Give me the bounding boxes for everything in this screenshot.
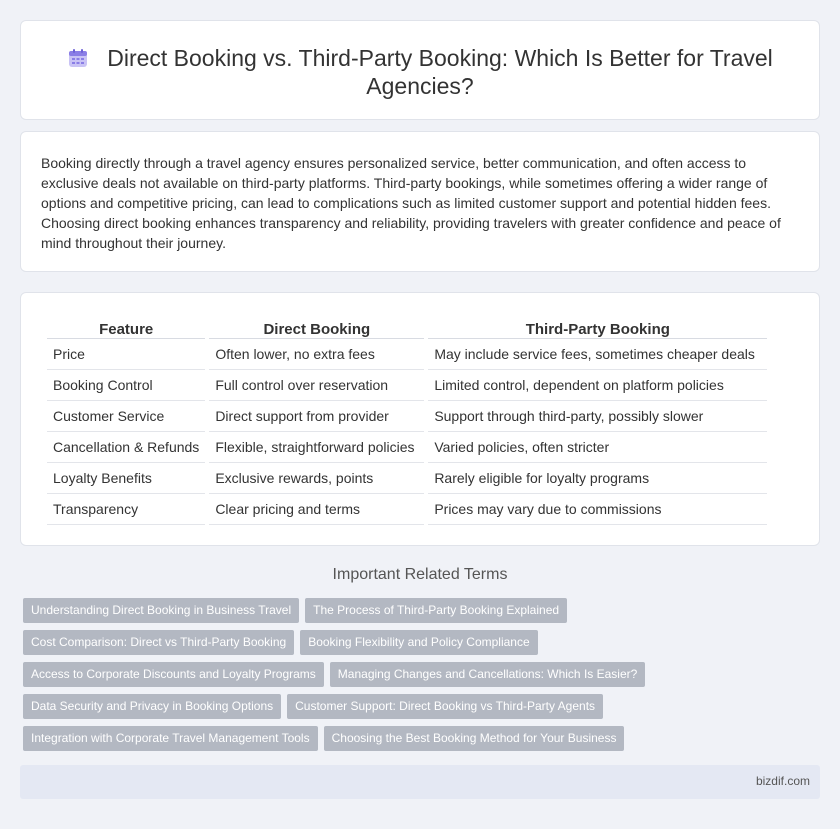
related-term-tag[interactable]: Data Security and Privacy in Booking Options <box>23 694 281 719</box>
table-row <box>47 339 767 370</box>
table-row <box>47 463 767 494</box>
related-term-tag[interactable]: Cost Comparison: Direct vs Third-Party Booking <box>23 630 294 655</box>
table-cell: May include service fees, sometimes cheaper deals <box>428 339 767 370</box>
header-feature: Feature <box>47 315 205 339</box>
table-cell: Full control over reservation <box>209 370 424 401</box>
table-cell: Flexible, straightforward policies <box>209 432 424 463</box>
summary-card <box>20 131 820 272</box>
title-card <box>20 20 820 120</box>
related-term-tag[interactable]: Understanding Direct Booking in Business Travel <box>23 598 299 623</box>
comparison-card <box>20 292 820 546</box>
page-title-block <box>51 44 789 100</box>
table-cell: Cancellation & Refunds <box>47 432 205 463</box>
related-term-tag[interactable]: Choosing the Best Booking Method for Your Business <box>324 726 625 751</box>
header-third-party-booking: Third-Party Booking <box>428 315 767 339</box>
tag-row <box>23 726 823 758</box>
table-cell: Booking Control <box>47 370 205 401</box>
tag-row <box>23 662 823 694</box>
related-terms-list <box>23 598 823 758</box>
table-cell: Rarely eligible for loyalty programs <box>428 463 767 494</box>
table-cell: Loyalty Benefits <box>47 463 205 494</box>
related-term-tag[interactable]: Booking Flexibility and Policy Compliance <box>300 630 537 655</box>
tag-row <box>23 694 823 726</box>
summary-text: Booking directly through a travel agency ensures personalized service, better communication, and often access to exclusive deals not available on third-party platforms. Third-party bookings, while sometimes offering a wider range of options and competitive pricing, can lead to complications such as limited customer support and potential hidden fees. Choosing direct booking enhances transparency and reliability, providing travelers with greater confidence and peace of mind throughout their journey. <box>41 155 781 251</box>
related-term-tag[interactable]: Integration with Corporate Travel Management Tools <box>23 726 318 751</box>
tag-row <box>23 598 823 630</box>
related-terms-title: Important Related Terms <box>332 566 508 583</box>
table-cell: Often lower, no extra fees <box>209 339 424 370</box>
calendar-icon <box>67 47 89 69</box>
table-header-row <box>47 315 767 339</box>
table-cell: Prices may vary due to commissions <box>428 494 767 525</box>
table-cell: Customer Service <box>47 401 205 432</box>
related-term-tag[interactable]: Access to Corporate Discounts and Loyalty Programs <box>23 662 324 687</box>
table-cell: Exclusive rewards, points <box>209 463 424 494</box>
table-cell: Price <box>47 339 205 370</box>
table-cell: Transparency <box>47 494 205 525</box>
table-cell: Direct support from provider <box>209 401 424 432</box>
table-row <box>47 401 767 432</box>
table-row <box>47 432 767 463</box>
table-cell: Clear pricing and terms <box>209 494 424 525</box>
table-row <box>47 370 767 401</box>
header-direct-booking: Direct Booking <box>209 315 424 339</box>
related-term-tag[interactable]: The Process of Third-Party Booking Explained <box>305 598 567 623</box>
related-term-tag[interactable]: Customer Support: Direct Booking vs Third-Party Agents <box>287 694 603 719</box>
page-title: Direct Booking vs. Third-Party Booking: Which Is Better for Travel Agencies? <box>107 45 773 99</box>
table-cell: Varied policies, often stricter <box>428 432 767 463</box>
site-credit[interactable]: bizdif.com <box>755 774 810 788</box>
table-cell: Limited control, dependent on platform policies <box>428 370 767 401</box>
table-row <box>47 494 767 525</box>
comparison-table <box>43 315 771 525</box>
related-term-tag[interactable]: Managing Changes and Cancellations: Which Is Easier? <box>330 662 646 687</box>
footer-bar <box>20 765 820 799</box>
tag-row <box>23 630 823 662</box>
table-cell: Support through third-party, possibly slower <box>428 401 767 432</box>
